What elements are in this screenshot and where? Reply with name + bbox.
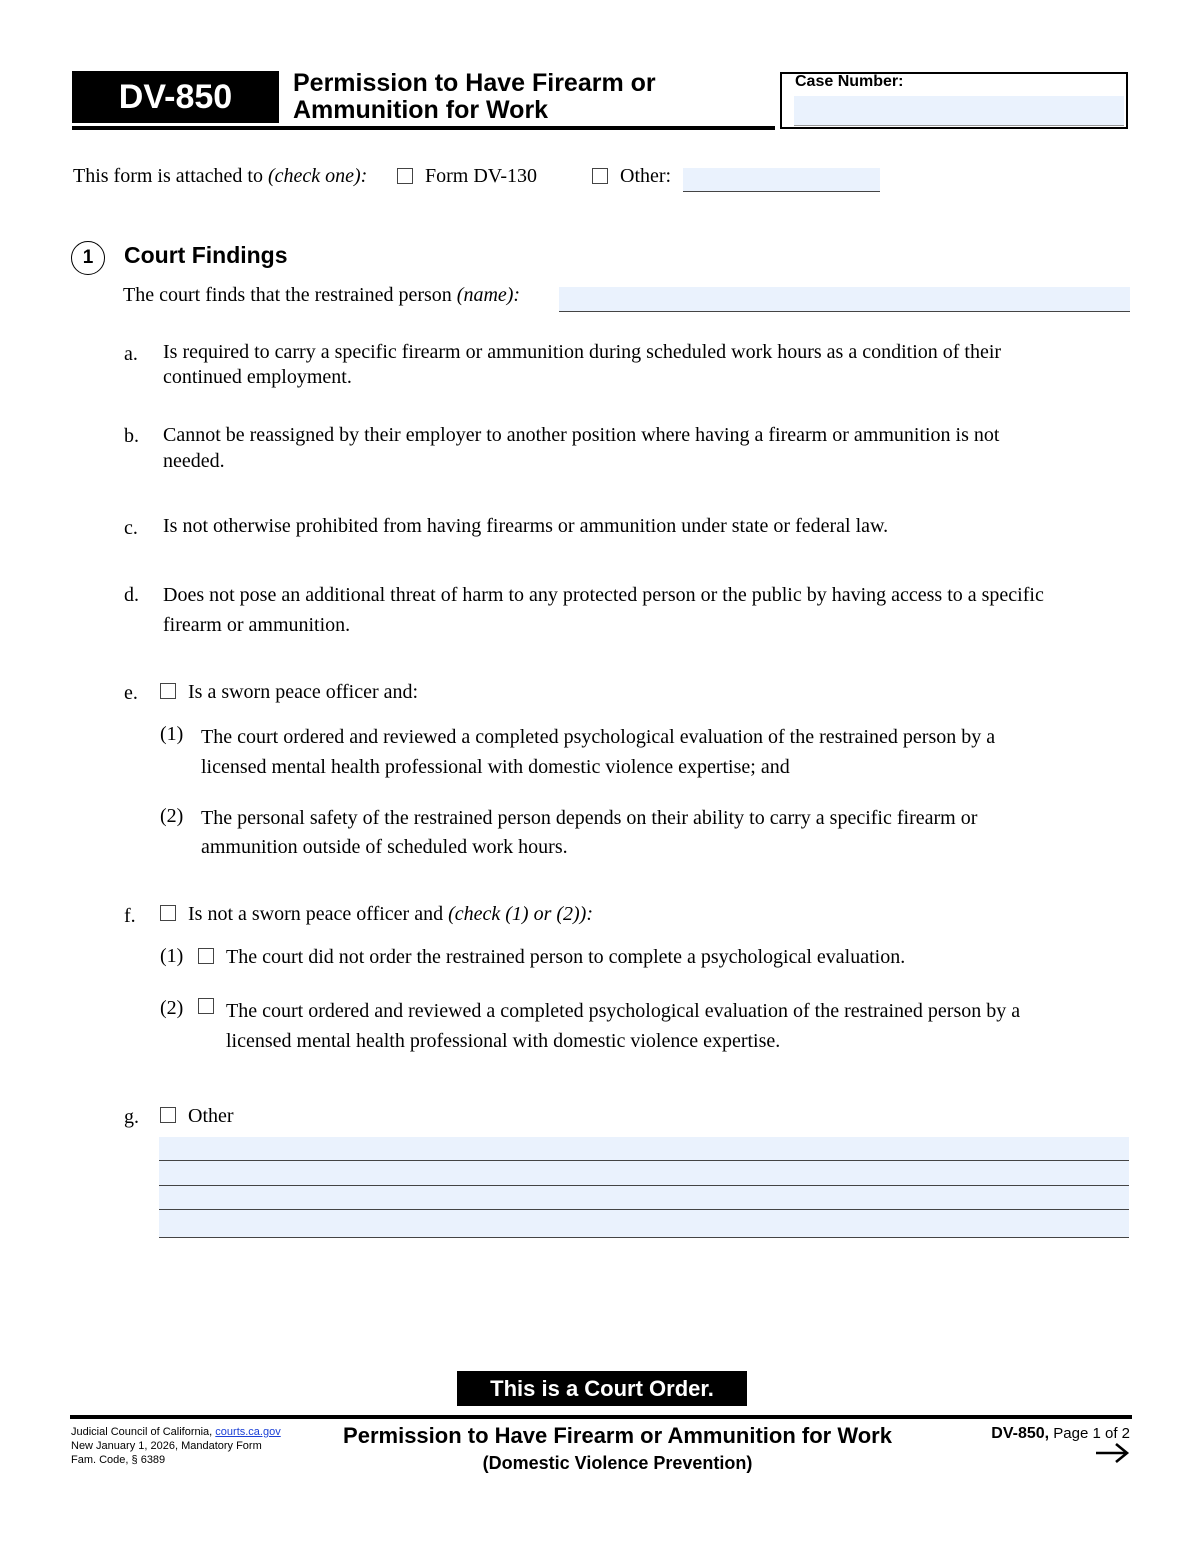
page-number: Page 1 of 2 — [1049, 1425, 1130, 1442]
other-form-field[interactable] — [683, 168, 880, 192]
form-title-line1: Permission to Have Firearm or — [293, 69, 656, 97]
other-finding-line-1[interactable] — [159, 1137, 1129, 1161]
case-number-field[interactable] — [794, 96, 1124, 126]
footer-title: Permission to Have Firearm or Ammunition for Work — [343, 1423, 892, 1448]
item-e2-text: The personal safety of the restrained person depends on their ability to carry a specific firearm or ammunition outside of scheduled work hours. — [201, 807, 978, 858]
footer-center — [320, 1422, 915, 1476]
revision-line: New January 1, 2026, Mandatory Form — [71, 1440, 262, 1452]
item-f-checkbox[interactable] — [160, 905, 176, 921]
item-d-text: Does not pose an additional threat of harm to any protected person or the public by having access to a specific firearm or ammunition. — [163, 584, 1044, 636]
item-f2-number: (2) — [160, 997, 184, 1019]
case-number-label: Case Number: — [795, 73, 904, 90]
item-c-letter: c. — [124, 517, 138, 539]
code-line: Fam. Code, § 6389 — [71, 1454, 166, 1466]
council-line: Judicial Council of California, courts.ca.gov — [71, 1426, 281, 1438]
attached-to-label: This form is attached to (check one): — [73, 165, 368, 187]
section-number: 1 — [71, 241, 105, 275]
footer-page-info — [930, 1425, 1130, 1443]
footer-form-code: DV-850, — [991, 1425, 1050, 1442]
form-title — [293, 70, 656, 124]
other-form-label: Other: — [620, 165, 672, 187]
courts-link[interactable]: courts.ca.gov — [215, 1426, 281, 1438]
item-c-text: Is not otherwise prohibited from having firearms or ammunition under state or federal law. — [163, 515, 889, 537]
footer-rule — [70, 1415, 1132, 1419]
other-form-checkbox[interactable] — [592, 168, 608, 184]
item-f2-checkbox[interactable] — [198, 998, 214, 1014]
item-e-text: Is a sworn peace officer and: — [188, 681, 419, 703]
footer-left — [71, 1425, 281, 1467]
item-e-checkbox[interactable] — [160, 683, 176, 699]
section-title: Court Findings — [124, 242, 288, 268]
footer-subtitle: (Domestic Violence Prevention) — [482, 1453, 753, 1473]
other-finding-line-3[interactable] — [159, 1186, 1129, 1210]
item-f2-text: The court ordered and reviewed a completed psychological evaluation of the restrained person by a licensed mental health professional with domestic violence expertise. — [226, 1000, 1021, 1052]
item-f1-text: The court did not order the restrained person to complete a psychological evaluation. — [226, 946, 906, 968]
other-finding-line-4[interactable] — [159, 1210, 1129, 1238]
item-f-letter: f. — [124, 905, 136, 927]
item-b-text: Cannot be reassigned by their employer to another position where having a firearm or ammunition is not needed. — [163, 424, 1000, 472]
restrained-person-label: The court finds that the restrained person (name): — [123, 284, 521, 306]
right-arrow-icon — [1094, 1443, 1130, 1463]
court-order-banner: This is a Court Order. — [457, 1371, 747, 1406]
form-code: DV-850 — [72, 71, 279, 123]
item-f-text: Is not a sworn peace officer and (check (1) or (2)): — [188, 903, 593, 925]
form-title-line2: Ammunition for Work — [293, 96, 549, 124]
other-finding-line-2[interactable] — [159, 1161, 1129, 1186]
form-dv130-label: Form DV-130 — [425, 165, 538, 187]
item-g-checkbox[interactable] — [160, 1107, 176, 1123]
item-a-letter: a. — [124, 343, 138, 365]
item-e1-text: The court ordered and reviewed a completed psychological evaluation of the restrained person by a licensed mental health professional with domestic violence expertise; and — [201, 726, 996, 778]
item-a-text: Is required to carry a specific firearm or ammunition during scheduled work hours as a condition of their continued employment. — [163, 341, 1002, 388]
item-e1-number: (1) — [160, 723, 184, 745]
item-b-letter: b. — [124, 425, 139, 447]
form-dv130-checkbox[interactable] — [397, 168, 413, 184]
item-g-text: Other — [188, 1105, 234, 1127]
title-rule — [72, 126, 775, 130]
item-e2-number: (2) — [160, 805, 184, 827]
item-f1-checkbox[interactable] — [198, 948, 214, 964]
restrained-person-name-field[interactable] — [559, 287, 1130, 312]
item-g-letter: g. — [124, 1106, 139, 1128]
item-f1-number: (1) — [160, 945, 184, 967]
item-d-letter: d. — [124, 584, 139, 606]
item-e-letter: e. — [124, 682, 138, 704]
